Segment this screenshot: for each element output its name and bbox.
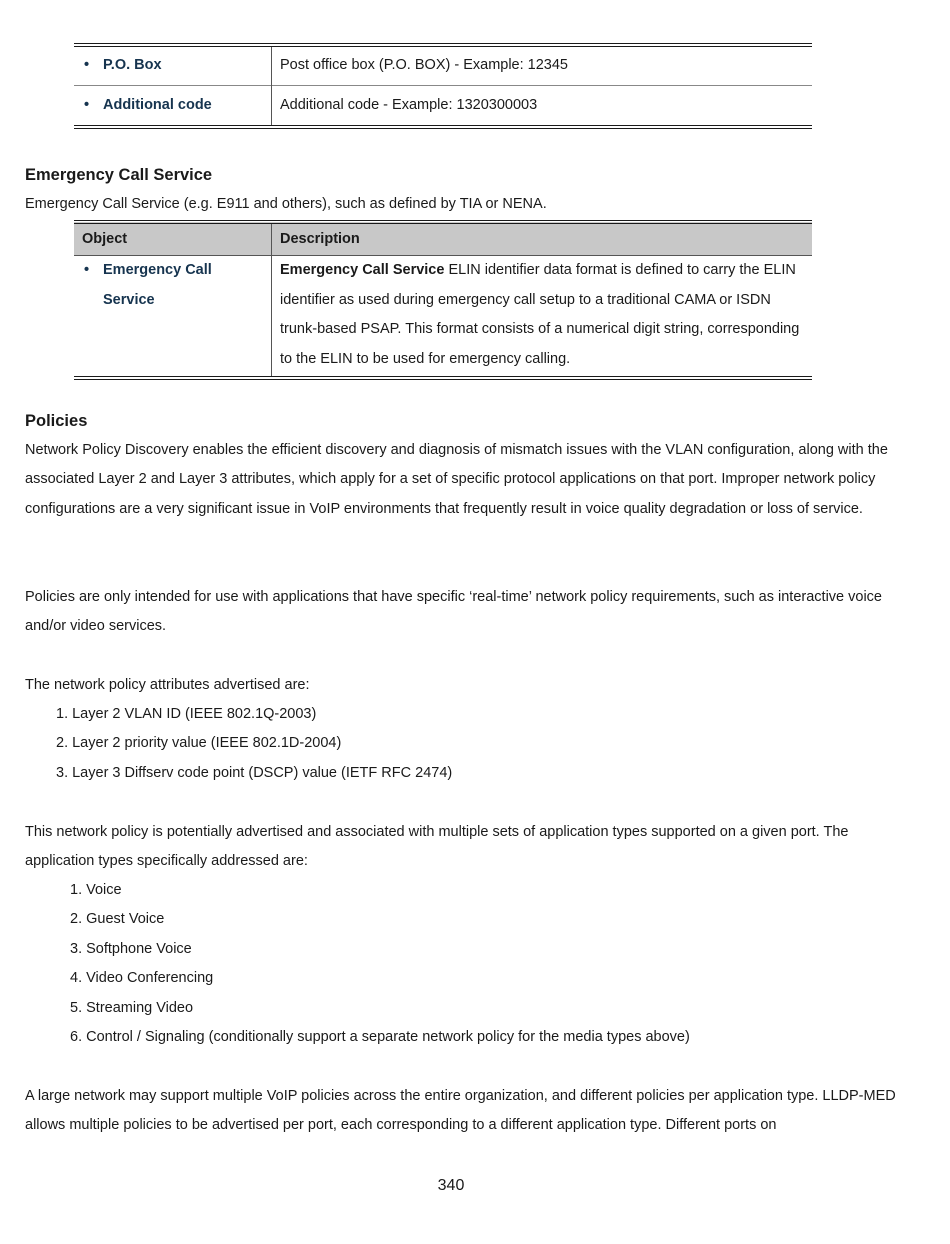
page-number: 340 xyxy=(437,1177,465,1194)
table-row xyxy=(74,86,812,128)
description-cell: Additional code - Example: 1320300003 xyxy=(272,86,813,128)
bullet-icon: • xyxy=(84,262,90,278)
list-item: 4. Video Conferencing xyxy=(70,970,214,987)
object-label: P.O. Box xyxy=(103,57,162,73)
table-header-row xyxy=(74,222,812,256)
object-cell xyxy=(74,256,272,379)
list-item: 6. Control / Signaling (conditionally support a separate network policy for the media types above) xyxy=(70,1029,690,1046)
bullet-icon: • xyxy=(84,57,90,73)
list-item: 1. Voice xyxy=(70,882,122,898)
description-lead: Emergency Call Service xyxy=(280,262,445,278)
policies-paragraph-5: A large network may support multiple VoIP policies across the entire organization, and different policies per application type. LLDP-MED allows multiple policies to be advertised per port, each corresponding to a different application type. Different ports on xyxy=(25,1088,896,1134)
bullet-icon: • xyxy=(84,97,90,113)
ecs-table xyxy=(74,220,812,380)
list-item: 3. Layer 3 Diffserv code point (DSCP) value (IETF RFC 2474) xyxy=(56,764,453,781)
policies-heading: Policies xyxy=(25,412,88,430)
list-item: 1. Layer 2 VLAN ID (IEEE 802.1Q-2003) xyxy=(56,706,317,722)
list-item: 3. Softphone Voice xyxy=(70,940,192,957)
policies-paragraph-2: Policies are only intended for use with applications that have specific ‘real-time’ network policy requirements, such as interactive voice and/or video services. xyxy=(25,589,882,635)
list-item: 5. Streaming Video xyxy=(70,999,194,1016)
object-label: Emergency Call Service xyxy=(103,262,212,308)
list-item: 2. Guest Voice xyxy=(70,911,165,928)
address-fields-table xyxy=(74,43,812,129)
list-item: 2. Layer 2 priority value (IEEE 802.1D-2004) xyxy=(56,735,342,752)
object-cell xyxy=(74,86,272,128)
ecs-intro: Emergency Call Service (e.g. E911 and others), such as defined by TIA or NENA. xyxy=(25,196,547,212)
object-cell xyxy=(74,45,272,86)
table-row xyxy=(74,256,812,379)
application-types-list xyxy=(70,876,690,1052)
description-cell: Post office box (P.O. BOX) - Example: 12345 xyxy=(272,45,813,86)
table-row xyxy=(74,45,812,86)
ecs-heading: Emergency Call Service xyxy=(25,166,213,184)
policies-paragraph-4: This network policy is potentially advertised and associated with multiple sets of application types supported on a given port. The application types specifically addressed are: xyxy=(25,824,849,870)
description-text: ELIN identifier data format is defined to carry the ELIN identifier as used during emergency call setup to a traditional CAMA or ISDN trunk-based PSAP. This format consists of a numerical digit string, corresponding to the ELIN to be used for emergency calling. xyxy=(280,262,800,367)
policy-attributes-list xyxy=(56,700,452,788)
policies-paragraph-1: Network Policy Discovery enables the efficient discovery and diagnosis of mismatch issues with the VLAN configuration, along with the associated Layer 2 and Layer 3 attributes, which apply for a set of specific protocol applications on that port. Improper network policy configurations are a very significant issue in VoIP environments that frequently result in voice quality degradation or loss of service. xyxy=(25,442,888,517)
description-cell xyxy=(272,256,813,379)
header-object: Object xyxy=(74,222,272,256)
header-description: Description xyxy=(272,222,813,256)
policies-paragraph-3: The network policy attributes advertised are: xyxy=(25,677,310,693)
object-label: Additional code xyxy=(103,97,212,113)
